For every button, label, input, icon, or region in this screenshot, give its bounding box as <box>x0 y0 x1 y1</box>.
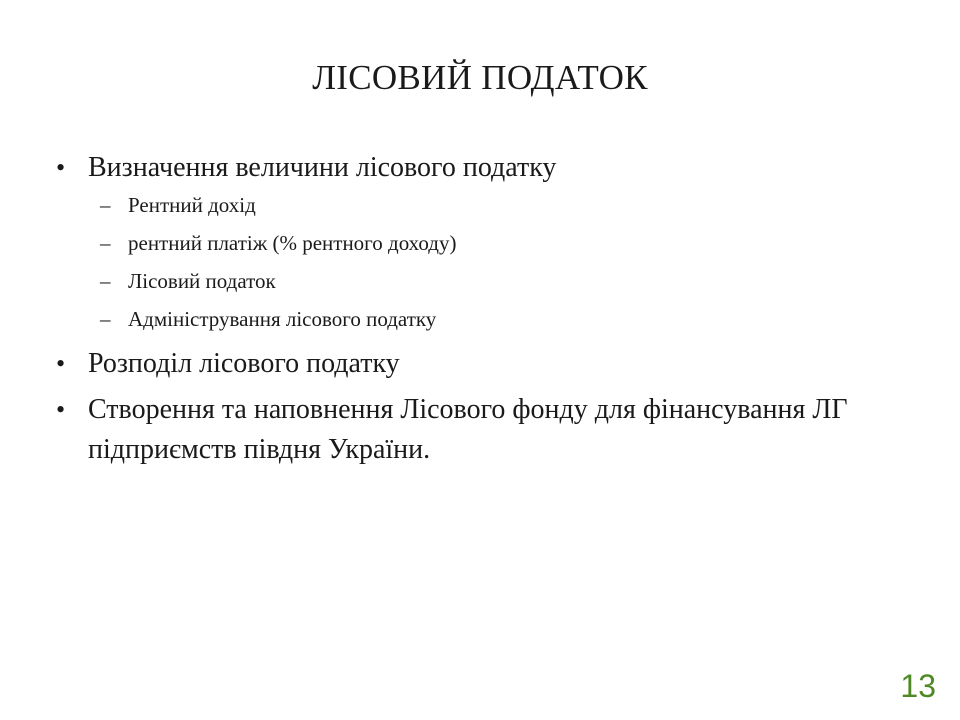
bullet-text: Розподіл лісового податку <box>88 348 400 379</box>
bullet-item-2 <box>56 344 916 384</box>
sub-bullet-item <box>56 306 916 333</box>
sub-bullet-text: Лісовий податок <box>128 269 276 293</box>
bullet-item-1 <box>56 148 916 188</box>
bullet-list <box>56 148 916 470</box>
bullet-text: Визначення величини лісового податку <box>88 152 557 183</box>
bullet-marker: • <box>56 349 66 378</box>
sub-bullet-marker: – <box>100 231 111 255</box>
page-number: 13 <box>900 668 936 704</box>
sub-bullet-text: рентний платіж (% рентного доходу) <box>128 231 457 255</box>
sub-bullet-text: Адміністрування лісового податку <box>128 307 437 331</box>
slide-title: ЛІСОВИЙ ПОДАТОК <box>312 58 648 97</box>
sub-bullet-item <box>56 268 916 295</box>
sub-bullet-marker: – <box>100 307 111 331</box>
sub-bullet-text: Рентний дохід <box>128 193 256 217</box>
sub-bullet-marker: – <box>100 193 111 217</box>
sub-bullet-item <box>56 192 916 219</box>
sub-bullet-item <box>56 230 916 257</box>
bullet-item-3 <box>56 390 916 470</box>
sub-bullet-marker: – <box>100 269 111 293</box>
bullet-text: Створення та наповнення Лісового фонду для фінансування ЛГ підприємств півдня України. <box>88 394 848 465</box>
sub-bullet-list <box>56 192 916 333</box>
bullet-marker: • <box>56 395 66 424</box>
bullet-marker: • <box>56 153 66 182</box>
